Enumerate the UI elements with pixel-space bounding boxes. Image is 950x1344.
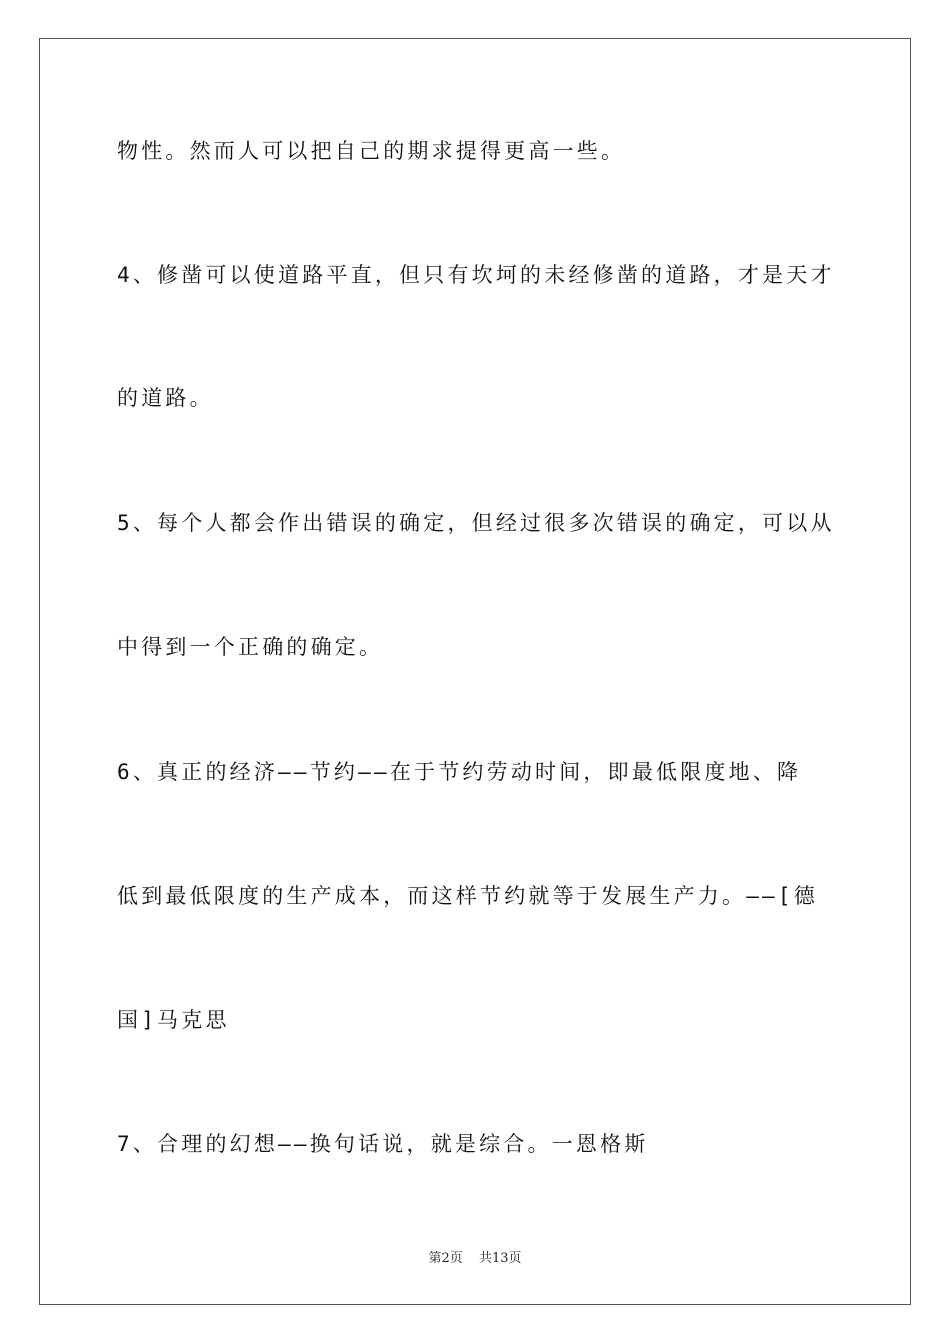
text-line: 国]马克思 [117,1008,230,1032]
text-line: 6、真正的经济——节约——在于节约劳动时间，即最低限度地、降 [117,760,802,784]
text-line: 5、每个人都会作出错误的确定，但经过很多次错误的确定，可以从 [117,511,835,535]
text-line: 4、修凿可以使道路平直，但只有坎坷的未经修凿的道路，才是天才 [117,263,835,287]
page-footer [0,1247,950,1266]
text-line: 中得到一个正确的确定。 [117,635,384,659]
text-line: 的道路。 [117,386,214,410]
text-line: 7、合理的幻想——换句话说，就是综合。一恩格斯 [117,1132,649,1156]
page-border [39,38,911,1305]
page-number: 第2页 [428,1251,463,1266]
text-line: 低到最低限度的生产成本，而这样节约就等于发展生产力。——[德 [117,884,818,908]
text-line: 物性。然而人可以把自己的期求提得更高一些。 [117,139,626,163]
page-total: 共13页 [478,1251,522,1266]
